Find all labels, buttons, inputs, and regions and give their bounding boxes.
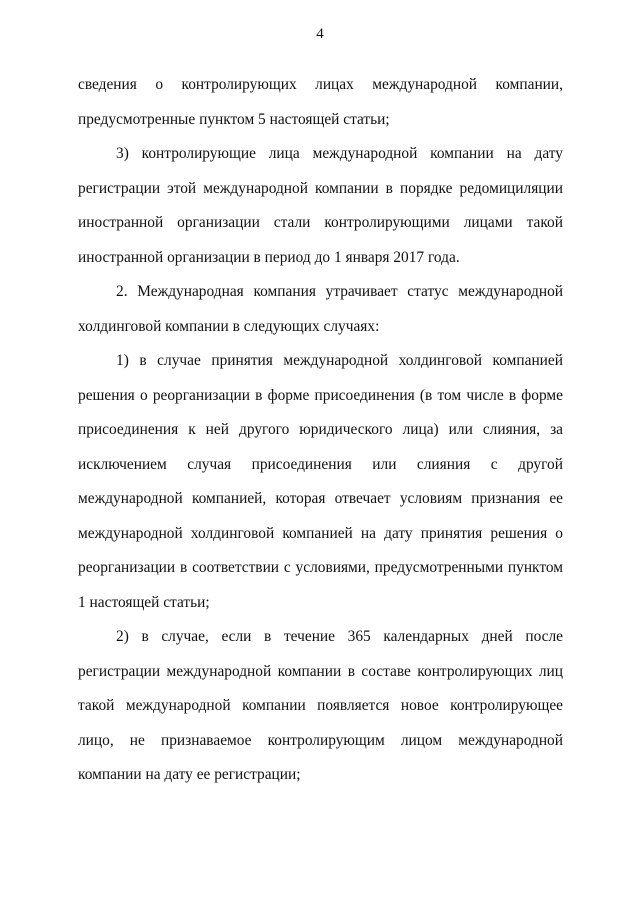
document-body bbox=[78, 68, 563, 793]
paragraph-controlling-persons-info: сведения о контролирующих лицах международной компании, предусмотренные пунктом 5 настоящей статьи; bbox=[78, 76, 563, 128]
paragraph-item-3: 3) контролирующие лица международной компании на дату регистрации этой международной компании в порядке редомициляции иностранной организации стали контролирующими лицами такой иностранной организации в период до 1 января 2017 года. bbox=[78, 145, 563, 266]
page-number: 4 bbox=[316, 26, 324, 42]
paragraph-item-1: 1) в случае принятия международной холдинговой компанией решения о реорганизации в форме присоединения (в том числе в форме присоединения к ней другого юридического лица) или слияния, за исключением случая присоединения или слияния с другой международной компанией, которая отвечает условиям признания ее международной холдинговой компанией на дату принятия решения о реорганизации в соответствии с условиями, предусмотренными пунктом 1 настоящей статьи; bbox=[78, 352, 563, 611]
paragraph-item-2: 2) в случае, если в течение 365 календарных дней после регистрации международной компании в составе контролирующих лиц такой международной компании появляется новое контролирующее лицо, не признаваемое контролирующим лицом международной компании на дату ее регистрации; bbox=[78, 628, 563, 783]
paragraph-section-2: 2. Международная компания утрачивает статус международной холдинговой компании в следующих случаях: bbox=[78, 283, 563, 335]
